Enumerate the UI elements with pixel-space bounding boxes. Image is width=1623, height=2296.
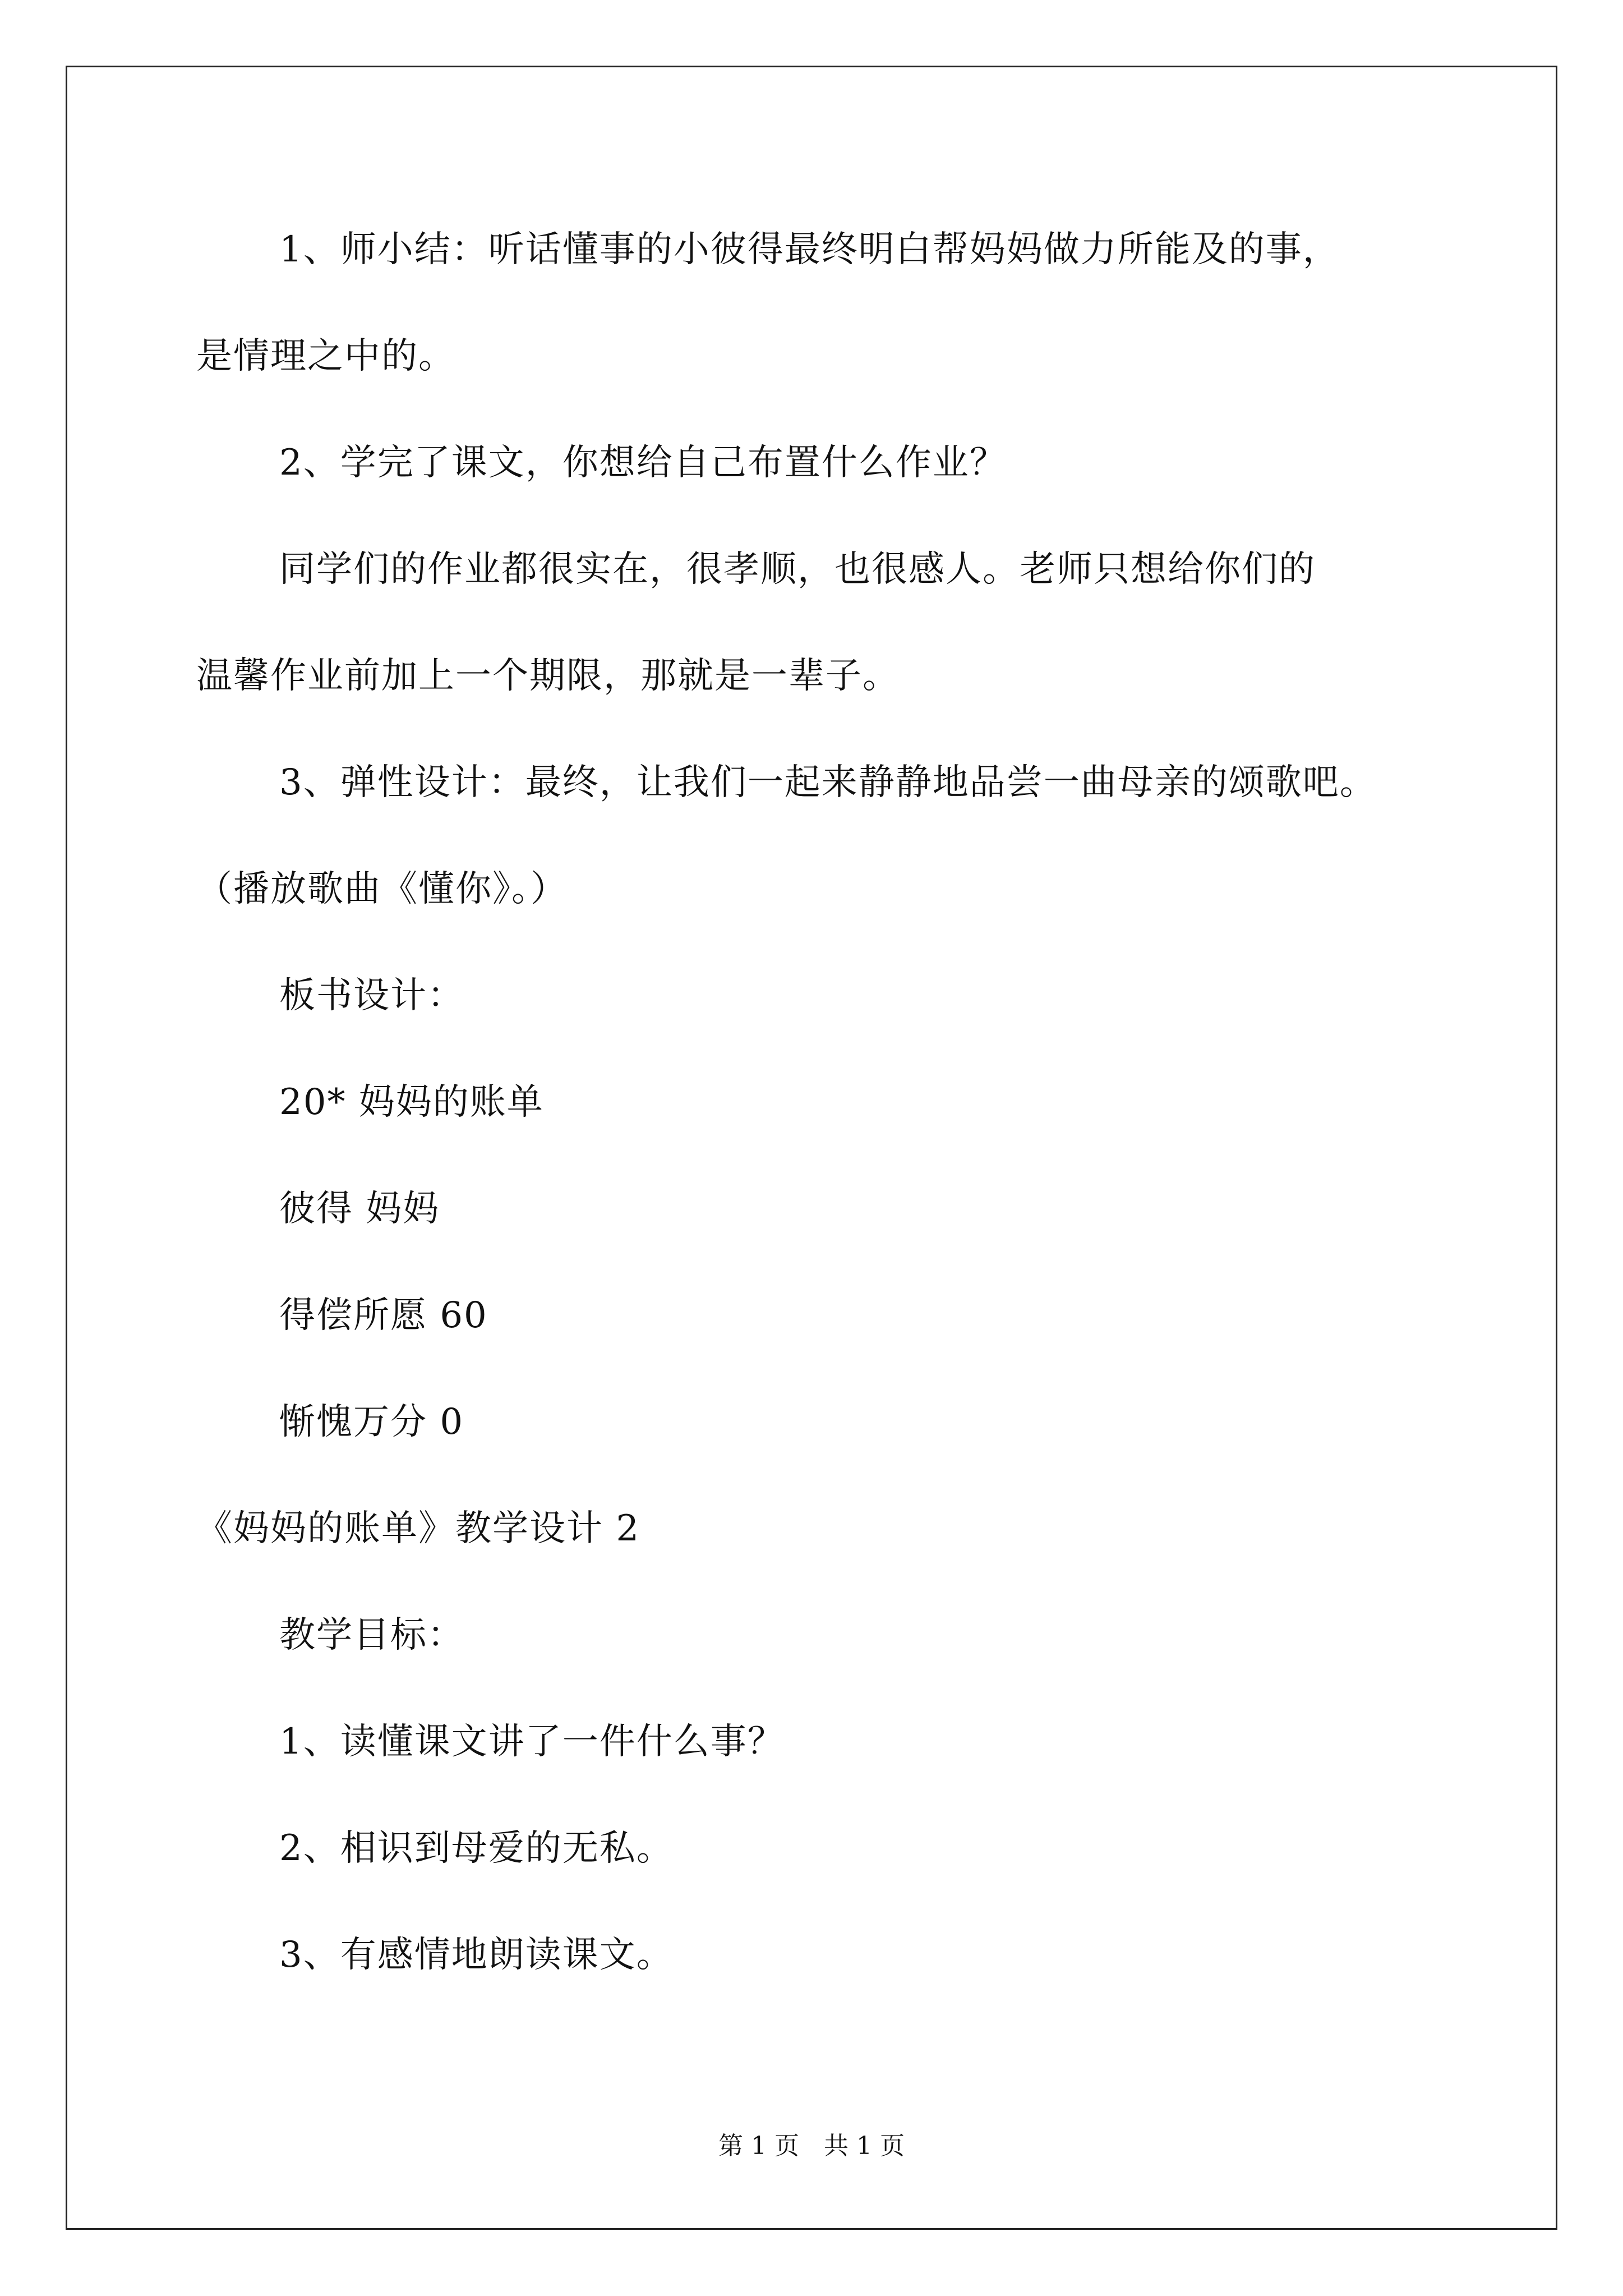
teaching-goal-3: 3、有感情地朗读课文。 [279,1934,674,1976]
section-title-teaching-design-2: 《妈妈的账单》教学设计 2 [196,1508,640,1549]
paragraph-summary-line-2: 是情理之中的。 [196,335,455,377]
page-footer [0,2129,1623,2163]
page-number-total: 共 1 页 [824,2132,905,2160]
board-design-row-ashamed: 惭愧万分 0 [279,1401,464,1443]
paragraph-summary-line-1: 1、师小结：听话懂事的小彼得最终明白帮妈妈做力所能及的事， [279,229,1340,270]
teaching-goal-2: 2、相识到母爱的无私。 [279,1828,674,1869]
board-design-title: 20* 妈妈的账单 [279,1082,544,1123]
paragraph-flexible-design: 3、弹性设计：最终，让我们一起来静静地品尝一曲母亲的颂歌吧。 [279,762,1377,803]
paragraph-teacher-comment-line-1: 同学们的作业都很实在，很孝顺，也很感人。老师只想给你们的 [279,549,1316,590]
teaching-goals-heading: 教学目标： [279,1614,464,1656]
teaching-goal-1: 1、读懂课文讲了一件什么事？ [279,1721,785,1763]
paragraph-homework-question: 2、学完了课文，你想给自己布置什么作业？ [279,442,1007,484]
board-design-characters: 彼得 妈妈 [279,1188,440,1230]
board-design-heading: 板书设计： [279,975,464,1016]
page-number-current: 第 1 页 [718,2132,799,2160]
paragraph-teacher-comment-line-2: 温馨作业前加上一个期限，那就是一辈子。 [196,655,900,697]
board-design-row-satisfied: 得偿所愿 60 [279,1295,488,1336]
paragraph-play-song: （播放歌曲《懂你》。） [196,868,568,910]
page-border [66,66,1557,2230]
